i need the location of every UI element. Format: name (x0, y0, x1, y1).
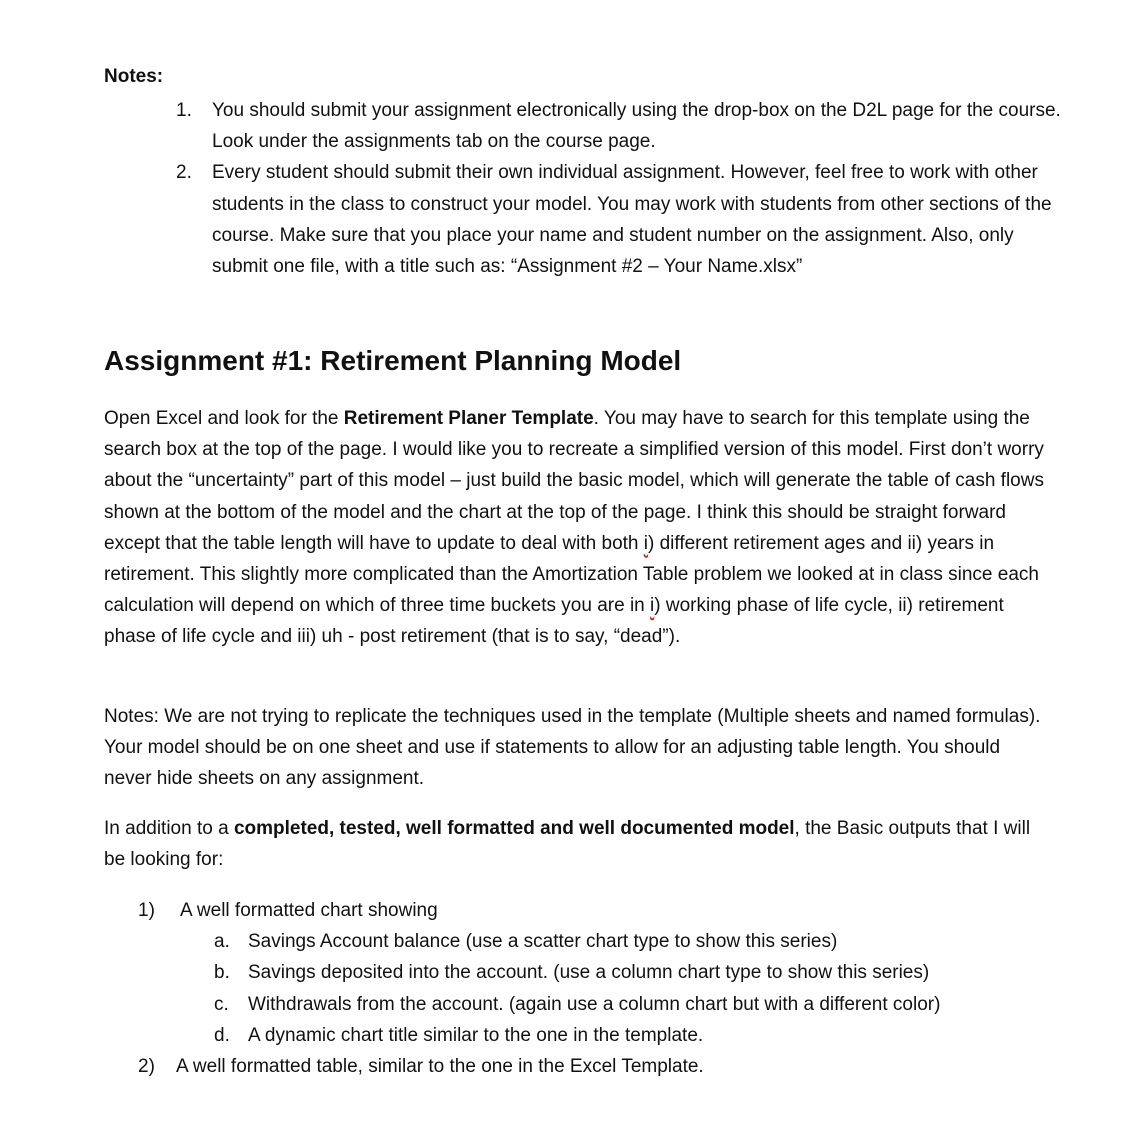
sub-item-b (104, 957, 1064, 988)
requirement-item-1 (104, 895, 1064, 926)
requirements-list (104, 895, 1064, 1082)
sub-item-text: Withdrawals from the account. (again use a column chart but with a different color) (248, 993, 941, 1015)
sub-item-c (104, 989, 1064, 1020)
outputs-text-start: In addition to a (104, 818, 234, 839)
outputs-emphasis: completed, tested, well formatted and well documented model (233, 818, 795, 839)
list-letter: b. (214, 962, 230, 984)
assignment-title: Assignment #1: Retirement Planning Model (104, 345, 682, 376)
sub-item-text: Savings deposited into the account. (use a column chart type to show this series) (248, 962, 930, 984)
list-letter: d. (214, 1024, 230, 1046)
outputs-text-end: , the Basic outputs that I will be looking for: (104, 818, 1031, 871)
intro-text-continued: ) different retirement ages and ii) years in retirement. This slightly more complicated than the Amortization Table problem we looked at in class since each calculation will depend on which of three time buckets you are in (104, 532, 1039, 617)
requirement-text: A well formatted table, similar to the one in the Excel Template. (176, 1056, 704, 1078)
template-name: Retirement Planer Template (343, 408, 594, 429)
outputs-paragraph (104, 813, 1044, 875)
intro-text-middle: . You may have to search for this template using the search box at the top of the page. I would like you to recreate a simplified version of this model. First don’t worry about the “uncertainty” part of this model – just build the basic model, which will generate the table of cash flows shown at the bottom of the model and the chart at the top of the page. I think this should be straight forward except that the table length will have to update to deal with both (104, 408, 1044, 554)
list-number: 1) (138, 900, 155, 921)
intro-text-end: ) working phase of life cycle, ii) retirement phase of life cycle and iii) uh - post retirement (that is to say, “dead”). (104, 595, 1004, 648)
notes-list (104, 95, 1064, 282)
list-number: 2) (138, 1056, 155, 1078)
notes-paragraph: Notes: We are not trying to replicate the techniques used in the template (Multiple sheets and named formulas). Your model should be on one sheet and use if statements to allow for an adjusting table length. You should never hide sheets on any assignment. (104, 706, 1041, 790)
intro-text-start: Open Excel and look for the (104, 408, 344, 429)
requirement-text: A well formatted chart showing (180, 900, 438, 921)
spellcheck-mark: i (650, 595, 655, 617)
intro-paragraph (104, 403, 1044, 653)
notes-item-text: Every student should submit their own individual assignment. However, feel free to work with other students in the class to construct your model. You may work with students from other sections of the course. Make sure that you place your name and student number on the assignment. Also, only submit one file, with a title such as: “Assignment #2 – Your Name.xlsx” (212, 162, 1052, 278)
notes-item-2 (104, 157, 1064, 282)
sub-item-a (104, 926, 1064, 957)
list-letter: a. (214, 931, 230, 953)
list-number: 1. (176, 100, 192, 121)
notes-item-1 (104, 95, 1064, 157)
sub-item-text: A dynamic chart title similar to the one in the template. (248, 1024, 704, 1046)
requirement-item-2 (104, 1051, 1064, 1082)
list-letter: c. (214, 993, 229, 1015)
notes-item-text: You should submit your assignment electronically using the drop-box on the D2L page for the course. Look under the assignments tab on the course page. (212, 100, 1061, 153)
sub-item-d (104, 1020, 1064, 1051)
notes-heading: Notes: (104, 66, 164, 87)
spellcheck-mark: i (643, 532, 648, 554)
list-number: 2. (176, 162, 192, 184)
sub-item-text: Savings Account balance (use a scatter chart type to show this series) (248, 931, 838, 953)
